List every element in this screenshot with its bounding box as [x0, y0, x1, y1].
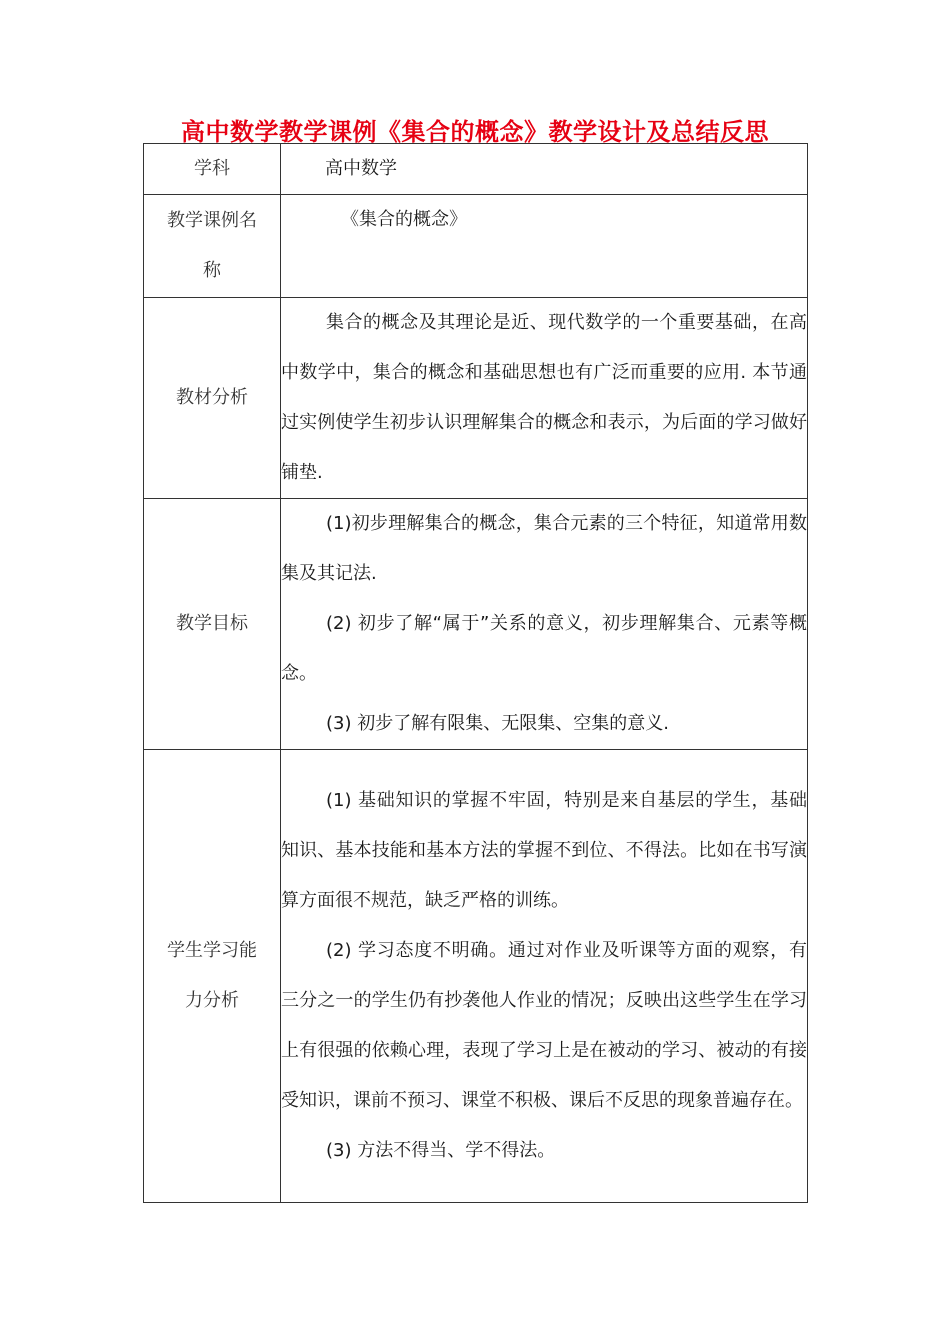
goal-item: (1)初步理解集合的概念，集合元素的三个特征，知道常用数集及其记法. [281, 513, 807, 584]
teaching-goals-label: 教学目标 [144, 499, 281, 750]
teaching-goals-cell [281, 499, 808, 750]
table-row-subject [144, 144, 808, 195]
table-row-student-ability [144, 750, 808, 1203]
course-name-value: 《集合的概念》 [341, 209, 467, 230]
student-ability-cell [281, 750, 808, 1203]
goal-item: (3) 初步了解有限集、无限集、空集的意义. [326, 713, 669, 734]
student-ability-label-line2: 力分析 [185, 990, 239, 1011]
course-name-label-line1: 教学课例名 [167, 210, 257, 231]
lesson-plan-table [143, 143, 808, 1203]
subject-value: 高中数学 [325, 158, 397, 179]
student-ability-label-line1: 学生学习能 [167, 940, 257, 961]
ability-item: (3) 方法不得当、学不得法。 [326, 1140, 556, 1161]
subject-value-cell [281, 144, 808, 195]
course-name-label-line2: 称 [203, 260, 221, 281]
material-analysis-label: 教材分析 [144, 298, 281, 499]
subject-label: 学科 [144, 144, 281, 195]
course-name-value-cell [281, 195, 808, 298]
ability-item: (2) 学习态度不明确。通过对作业及听课等方面的观察，有三分之一的学生仍有抄袭他人作业的情况；反映出这些学生在学习上有很强的依赖心理，表现了学习上是在被动的学习、被动的有接受知识，课前不预习、课堂不积极、课后不反思的现象普遍存在。 [281, 940, 807, 1111]
ability-item: (1) 基础知识的掌握不牢固，特别是来自基层的学生，基础知识、基本技能和基本方法的掌握不到位、不得法。比如在书写演算方面很不规范，缺乏严格的训练。 [281, 790, 807, 911]
table-row-teaching-goals [144, 499, 808, 750]
table-row-material-analysis [144, 298, 808, 499]
student-ability-label [144, 750, 281, 1203]
material-analysis-cell [281, 298, 808, 499]
material-analysis-text: 集合的概念及其理论是近、现代数学的一个重要基础，在高中数学中，集合的概念和基础思想也有广泛而重要的应用. 本节通过实例使学生初步认识理解集合的概念和表示，为后面的学习做好铺垫. [281, 312, 807, 483]
table-row-course-name [144, 195, 808, 298]
course-name-label [144, 195, 281, 298]
document-title: 高中数学教学课例《集合的概念》教学设计及总结反思 [181, 118, 769, 146]
goal-item: (2) 初步了解“属于”关系的意义，初步理解集合、元素等概念。 [281, 613, 807, 684]
